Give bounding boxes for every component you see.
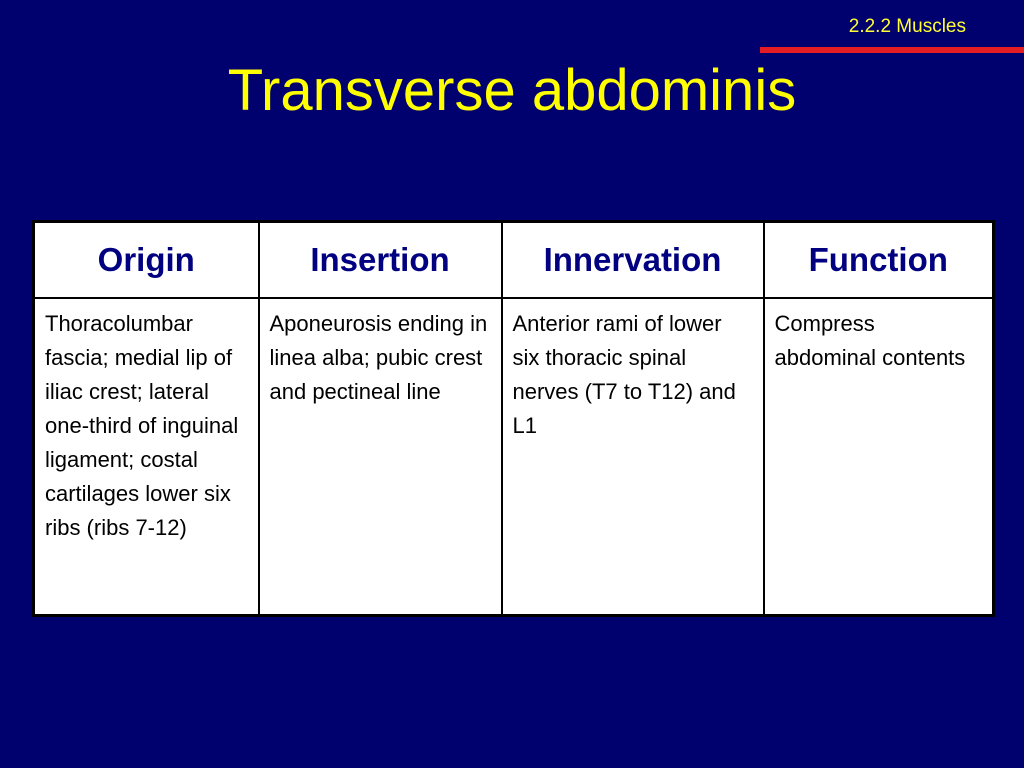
cell-function: Compress abdominal contents xyxy=(764,298,994,616)
muscle-table xyxy=(32,220,995,617)
cell-origin: Thoracolumbar fascia; medial lip of iliac crest; lateral one-third of inguinal ligament; costal cartilages lower six ribs (ribs 7-12) xyxy=(34,298,259,616)
slide-title: Transverse abdominis xyxy=(227,58,797,123)
header-function: Function xyxy=(764,222,994,299)
cell-insertion: Aponeurosis ending in linea alba; pubic crest and pectineal line xyxy=(259,298,502,616)
accent-rule xyxy=(760,47,1024,53)
cell-innervation: Anterior rami of lower six thoracic spinal nerves (T7 to T12) and L1 xyxy=(502,298,764,616)
header-innervation: Innervation xyxy=(502,222,764,299)
header-insertion: Insertion xyxy=(259,222,502,299)
section-label: 2.2.2 Muscles xyxy=(848,16,966,37)
header-origin: Origin xyxy=(34,222,259,299)
table-header-row xyxy=(34,222,994,299)
table-row xyxy=(34,298,994,616)
